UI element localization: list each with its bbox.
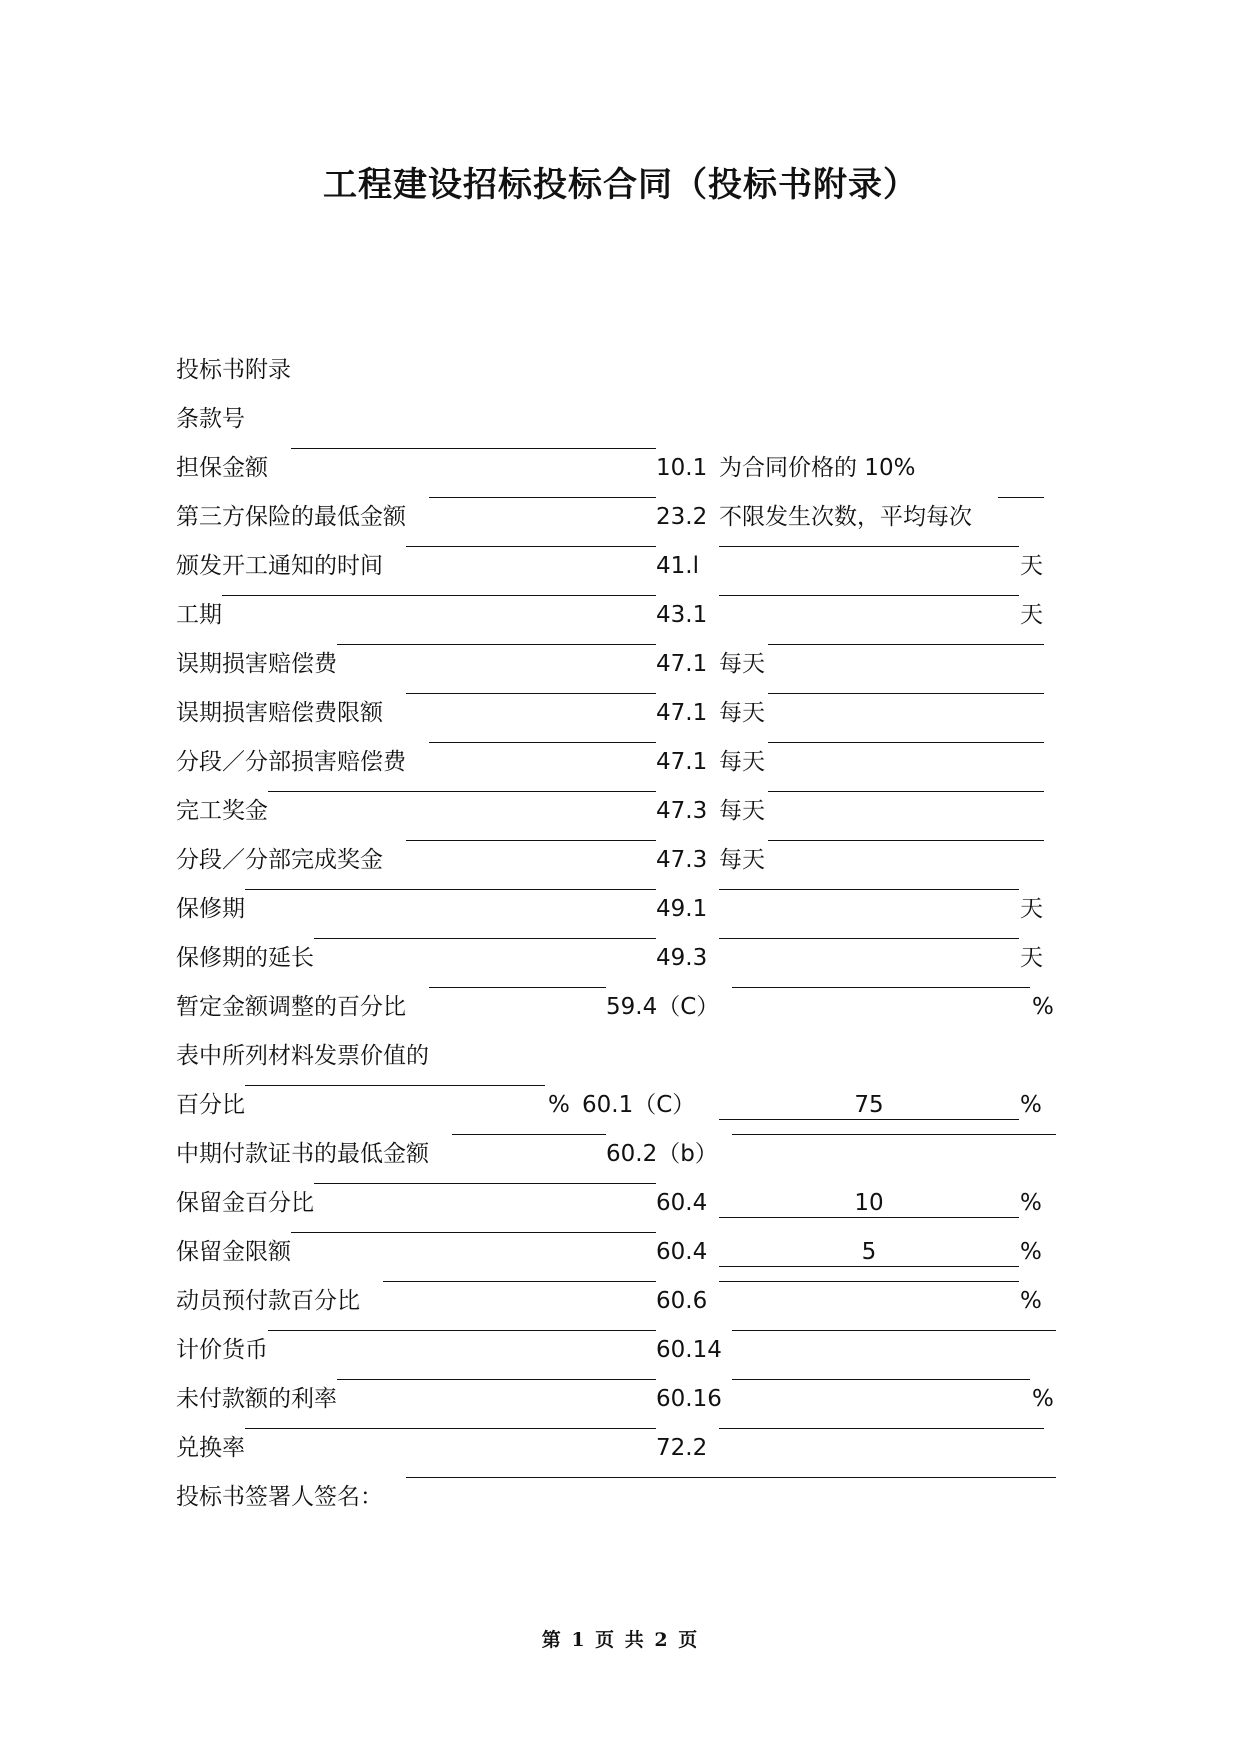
row-leader-line — [245, 1428, 656, 1429]
row-clause: 72.2 — [656, 1435, 708, 1461]
document-title: 工程建设招标投标合同（投标书附录） — [323, 165, 918, 205]
row-value-field[interactable] — [732, 1134, 1056, 1135]
signature-label: 投标书签署人签名： — [176, 1484, 383, 1510]
row-label: 百分比 — [176, 1092, 245, 1118]
row-label: 表中所列材料发票价值的 — [176, 1043, 429, 1069]
row-value-field[interactable] — [768, 840, 1044, 841]
row-clause: 49.1 — [656, 896, 708, 922]
row-label: 保修期 — [176, 896, 245, 922]
row-unit: % — [1020, 1190, 1042, 1216]
row-clause: 59.4（C） — [606, 994, 720, 1020]
row-label: 动员预付款百分比 — [176, 1288, 360, 1314]
row-leader-line — [337, 644, 656, 645]
row-leader-line — [383, 1281, 656, 1282]
page-footer: 第 1 页 共 2 页 — [541, 1629, 700, 1651]
row-clause: 41.l — [656, 553, 699, 579]
row-value-field[interactable] — [732, 1330, 1056, 1331]
row-clause: 47.1 — [656, 651, 708, 677]
row-clause: 10.1 — [656, 455, 708, 481]
row-clause: 60.1（C） — [582, 1092, 696, 1118]
row-unit: 天 — [1020, 945, 1043, 971]
row-clause: 60.6 — [656, 1288, 708, 1314]
row-leader-line — [245, 889, 656, 890]
row-label: 误期损害赔偿费限额 — [176, 700, 383, 726]
row-clause: 60.16 — [656, 1386, 722, 1412]
row-value-field[interactable] — [719, 938, 1019, 939]
row-label: 分段／分部完成奖金 — [176, 847, 383, 873]
row-prefix: 每天 — [719, 700, 765, 726]
row-value-field[interactable] — [732, 987, 1030, 988]
row-label: 保留金限额 — [176, 1239, 291, 1265]
row-value-field[interactable] — [768, 644, 1044, 645]
row-prefix: 每天 — [719, 847, 765, 873]
row-leader-line — [268, 1330, 656, 1331]
row-unit: % — [1020, 1239, 1042, 1265]
row-value-text: 为合同价格的 10% — [719, 455, 916, 481]
row-leader-line — [429, 742, 656, 743]
row-value-field[interactable]: 75 — [719, 1085, 1019, 1120]
row-leader-line — [406, 693, 656, 694]
row-label-unit: % — [548, 1092, 570, 1118]
appendix-heading-text: 投标书附录 — [176, 357, 291, 383]
row-unit: % — [1020, 1288, 1042, 1314]
row-label: 完工奖金 — [176, 798, 268, 824]
row-clause: 23.2 — [656, 504, 708, 530]
row-unit: % — [1020, 1092, 1042, 1118]
row-value-field[interactable] — [719, 1281, 1019, 1282]
row-clause: 49.3 — [656, 945, 708, 971]
row-value-field[interactable]: 5 — [719, 1232, 1019, 1267]
row-value-field[interactable] — [768, 693, 1044, 694]
row-unit: 天 — [1020, 896, 1043, 922]
row-value-field[interactable] — [719, 1428, 1044, 1429]
row-leader-line — [452, 1134, 606, 1135]
row-leader-line — [406, 546, 656, 547]
row-clause: 47.3 — [656, 798, 708, 824]
row-label: 保留金百分比 — [176, 1190, 314, 1216]
row-label: 暂定金额调整的百分比 — [176, 994, 406, 1020]
row-label: 保修期的延长 — [176, 945, 314, 971]
row-value-field[interactable] — [719, 889, 1019, 890]
row-clause: 60.2（b） — [606, 1141, 718, 1167]
row-label: 分段／分部损害赔偿费 — [176, 749, 406, 775]
row-clause: 60.14 — [656, 1337, 722, 1363]
row-label: 计价货币 — [176, 1337, 268, 1363]
row-label: 中期付款证书的最低金额 — [176, 1141, 429, 1167]
row-prefix: 每天 — [719, 798, 765, 824]
row-value-field[interactable]: 10 — [719, 1183, 1019, 1218]
row-leader-line — [291, 1232, 656, 1233]
row-leader-line — [222, 595, 656, 596]
row-label: 工期 — [176, 602, 222, 628]
row-unit: % — [1032, 1386, 1054, 1412]
row-leader-line — [429, 987, 606, 988]
row-label: 误期损害赔偿费 — [176, 651, 337, 677]
row-value-field[interactable] — [245, 1085, 545, 1086]
row-clause: 60.4 — [656, 1190, 708, 1216]
row-value-field[interactable] — [719, 546, 1019, 547]
row-label: 第三方保险的最低金额 — [176, 504, 406, 530]
row-leader-line — [429, 497, 656, 498]
row-label: 颁发开工通知的时间 — [176, 553, 383, 579]
row-clause: 43.1 — [656, 602, 708, 628]
row-clause: 47.3 — [656, 847, 708, 873]
row-value-text: 不限发生次数，平均每次 — [719, 504, 972, 530]
row-clause: 47.1 — [656, 700, 708, 726]
row-unit: 天 — [1020, 553, 1043, 579]
row-value-field[interactable] — [732, 1379, 1030, 1380]
row-prefix: 每天 — [719, 651, 765, 677]
row-leader-line — [291, 448, 656, 449]
row-leader-line — [314, 938, 656, 939]
row-prefix: 每天 — [719, 749, 765, 775]
row-label: 担保金额 — [176, 455, 268, 481]
row-label: 未付款额的利率 — [176, 1386, 337, 1412]
row-clause: 60.4 — [656, 1239, 708, 1265]
row-leader-line — [314, 1183, 656, 1184]
row-clause: 47.1 — [656, 749, 708, 775]
clause-number-heading-text: 条款号 — [176, 406, 245, 432]
row-unit: % — [1032, 994, 1054, 1020]
row-value-field[interactable] — [719, 595, 1019, 596]
row-label: 兑换率 — [176, 1435, 245, 1461]
signature-field[interactable] — [406, 1477, 1056, 1478]
row-unit: 天 — [1020, 602, 1043, 628]
row-value-field[interactable] — [768, 742, 1044, 743]
row-value-field[interactable] — [768, 791, 1044, 792]
row-value-field[interactable] — [998, 497, 1044, 498]
row-leader-line — [337, 1379, 656, 1380]
row-leader-line — [268, 791, 656, 792]
row-leader-line — [406, 840, 656, 841]
